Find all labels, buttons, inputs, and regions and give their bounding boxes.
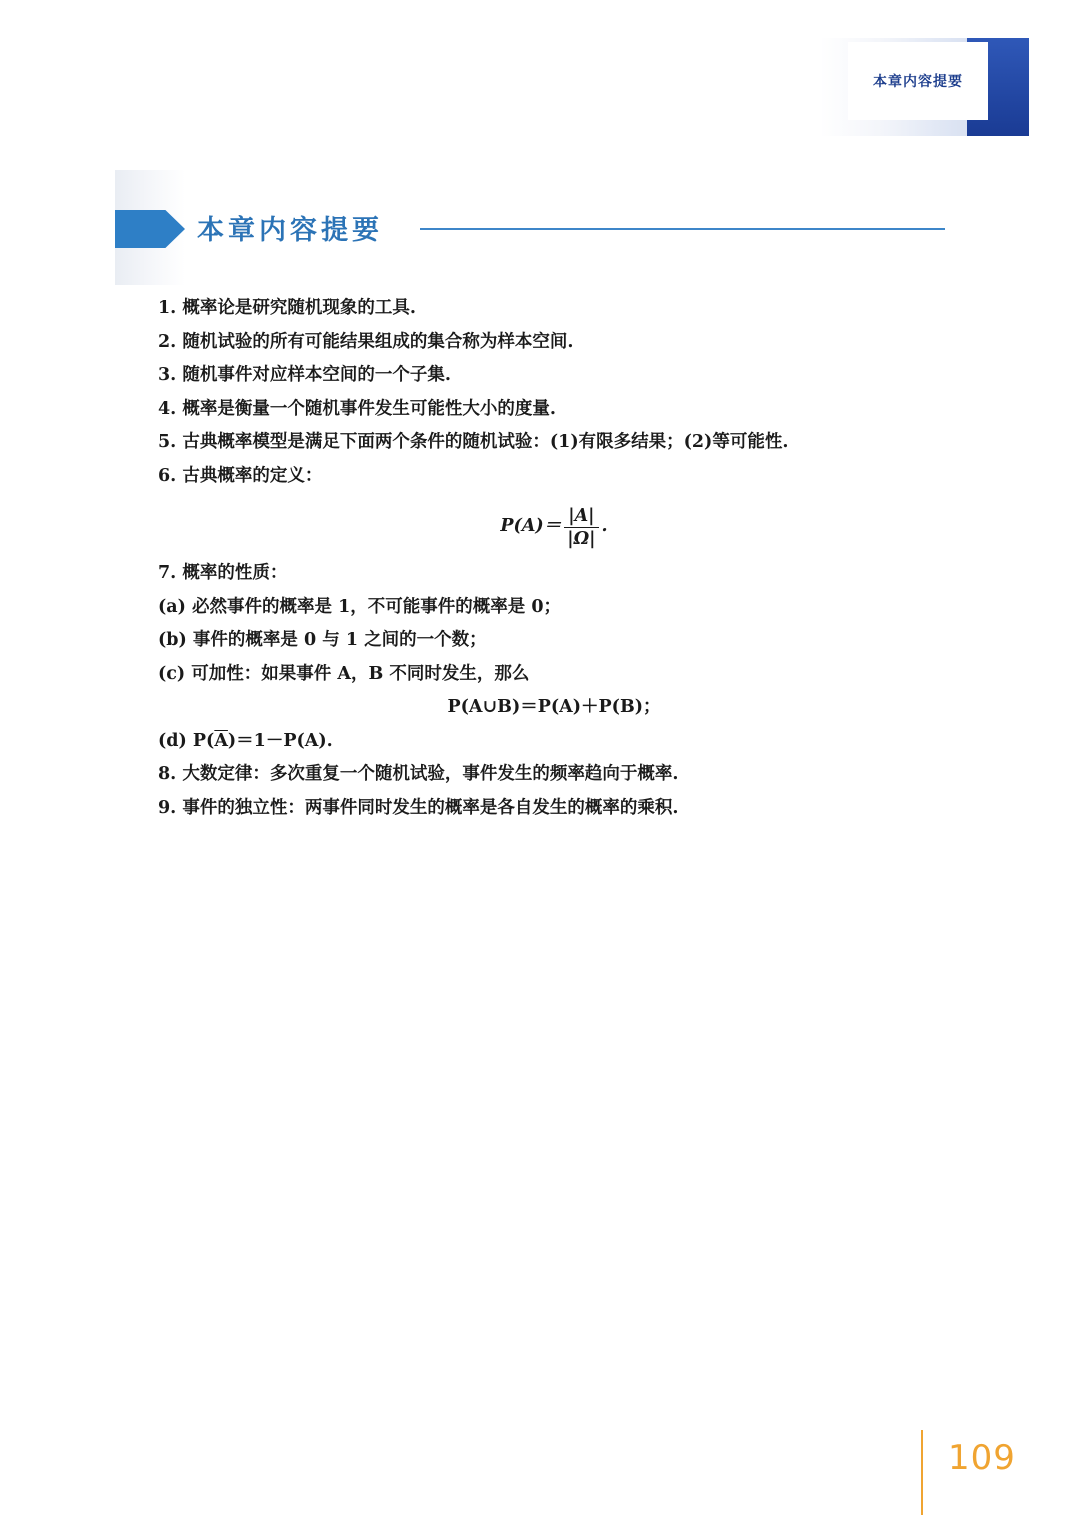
- formula-denominator: |Ω|: [567, 528, 596, 549]
- complement-suffix: )＝1－P(A).: [227, 730, 333, 751]
- property-d: [158, 725, 938, 759]
- page-number: 109: [948, 1438, 1016, 1478]
- running-header-box: [848, 42, 988, 120]
- running-header-tab: [820, 38, 1029, 136]
- complement-prefix: (d) P(: [158, 730, 215, 751]
- formula-end: .: [601, 516, 608, 537]
- property-c: (c) 可加性：如果事件 A，B 不同时发生，那么: [158, 663, 530, 684]
- section-title-rule: [420, 228, 945, 230]
- formula-lhs: P(A)＝: [500, 516, 562, 537]
- summary-item-9: 9. 事件的独立性：两事件同时发生的概率是各自发生的概率的乘积.: [158, 797, 679, 818]
- section-title: 本章内容提要: [197, 215, 383, 246]
- property-a: (a) 必然事件的概率是 1，不可能事件的概率是 0；: [158, 596, 562, 617]
- summary-item-6: 6. 古典概率的定义：: [158, 465, 323, 486]
- summary-item-7: 7. 概率的性质：: [158, 563, 288, 583]
- summary-item-2: 2. 随机试验的所有可能结果组成的集合称为样本空间.: [158, 331, 574, 352]
- formula-numerator: |A|: [564, 505, 598, 528]
- classical-probability-formula: [158, 499, 938, 555]
- running-header-label: 本章内容提要: [873, 74, 963, 90]
- complement-symbol: $\overline{A}$: [214, 730, 228, 751]
- summary-item-5: 5. 古典概率模型是满足下面两个条件的随机试验：(1)有限多结果；(2)等可能性.: [158, 432, 789, 452]
- summary-item-1: 1. 概率论是研究随机现象的工具.: [158, 298, 416, 318]
- summary-item-4: 4. 概率是衡量一个随机事件发生可能性大小的度量.: [158, 398, 556, 419]
- page-number-divider: [921, 1430, 923, 1515]
- section-header: [115, 170, 945, 285]
- summary-item-3: 3. 随机事件对应样本空间的一个子集.: [158, 365, 451, 385]
- summary-content: [158, 292, 938, 825]
- property-b: (b) 事件的概率是 0 与 1 之间的一个数；: [158, 630, 487, 650]
- formula-fraction: [563, 505, 599, 550]
- summary-item-8: 8. 大数定律：多次重复一个随机试验，事件发生的频率趋向于概率.: [158, 764, 679, 784]
- additivity-formula: P(A∪B)＝P(A)＋P(B)；: [447, 697, 661, 717]
